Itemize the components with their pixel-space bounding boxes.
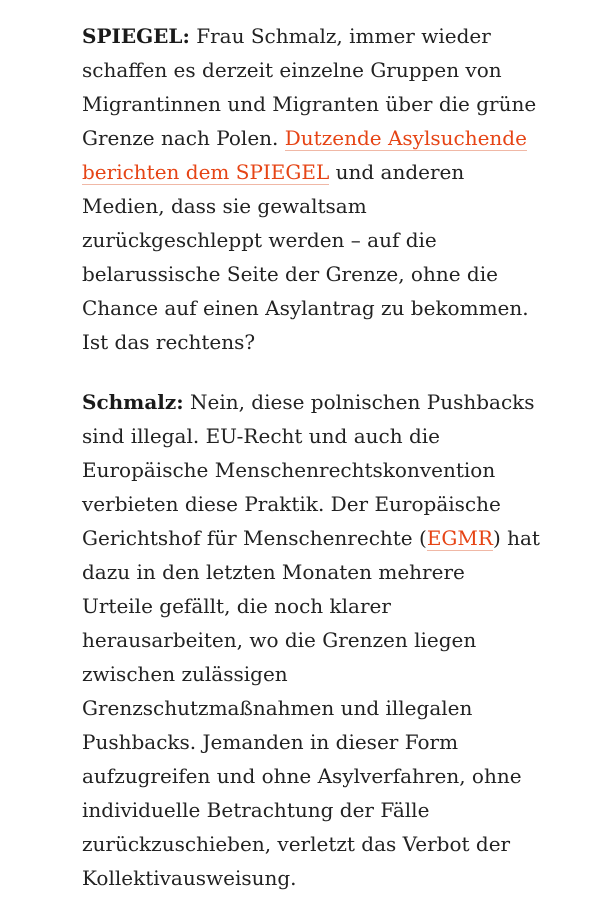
egmr-link[interactable]: EGMR	[426, 526, 493, 550]
interview-article	[82, 19, 542, 895]
interview-answer-paragraph	[82, 385, 542, 895]
asylum-seekers-report-link[interactable]: Dutzende Asylsuchende berichten dem SPIEGEL	[82, 126, 527, 184]
interview-question-paragraph	[82, 19, 542, 359]
answer-text-before-link: Nein, diese polnischen Pushbacks sind illegal. EU-Recht und auch die Europäische Menschenrechtskonvention verbieten diese Praktik. Der Europäische Gerichtshof für Menschenrechte (	[82, 390, 535, 550]
speaker-label-spiegel: SPIEGEL:	[82, 24, 190, 48]
speaker-label-schmalz: Schmalz:	[82, 390, 184, 414]
question-text-before-link: Frau Schmalz, immer wieder schaffen es derzeit einzelne Gruppen von Migrantinnen und Migranten über die grüne Grenze nach Polen.	[82, 24, 537, 150]
answer-text-after-link: ) hat dazu in den letzten Monaten mehrere Urteile gefällt, die noch klarer herausarbeiten, wo die Grenzen liegen zwischen zulässigen Grenzschutzmaßnahmen und illegalen Pushbacks. Jemanden in dieser Form aufzugreifen und ohne Asylverfahren, ohne individuelle Betrachtung der Fälle zurückzuschieben, verletzt das Verbot der Kollektivausweisung.	[82, 526, 540, 890]
question-text-after-link: und anderen Medien, dass sie gewaltsam zurückgeschleppt werden – auf die belarussische Seite der Grenze, ohne die Chance auf einen Asylantrag zu bekommen. Ist das rechtens?	[82, 160, 529, 354]
